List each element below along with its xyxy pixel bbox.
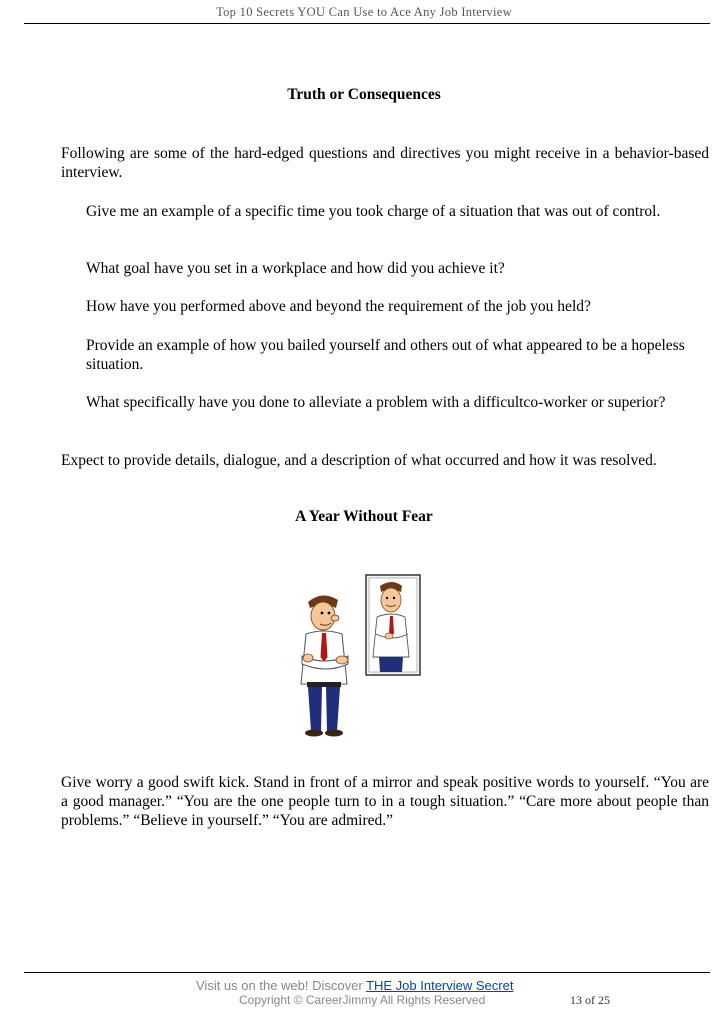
man-mirror-illustration	[290, 572, 430, 738]
question-1: Give me an example of a specific time you took charge of a situation that was out of control.	[86, 203, 661, 220]
footer-rule	[24, 972, 710, 973]
question-4: Provide an example of how you bailed yourself and others out of what appeared to be a hopeless situation.	[86, 337, 685, 373]
closing-paragraph: Expect to provide details, dialogue, and a description of what occurred and how it was resolved.	[61, 452, 657, 469]
page-number: 13 of 25	[570, 993, 610, 1007]
job-interview-secret-link[interactable]: THE Job Interview Secret	[366, 978, 514, 993]
footer-visit-line	[196, 978, 513, 993]
footer-copyright: Copyright © CareerJimmy All Rights Reserved	[239, 993, 486, 1007]
header-rule	[24, 23, 710, 24]
running-header: Top 10 Secrets YOU Can Use to Ace Any Job Interview	[216, 5, 512, 19]
man-figure	[301, 595, 348, 736]
footer-visit-text: Visit us on the web! Discover	[196, 978, 367, 993]
body-paragraph: Give worry a good swift kick. Stand in front of a mirror and speak positive words to yourself. “You are a good manager.” “You are the one people turn to in a tough situation.” “Care more about people than problems.” “Believe in yourself.” “You are admired.”	[61, 774, 709, 829]
intro-paragraph: Following are some of the hard-edged questions and directives you might receive in a behavior-based interview.	[61, 145, 709, 181]
question-5: What specifically have you done to alleviate a problem with a difficultco-worker or superior?	[86, 394, 666, 411]
question-2: What goal have you set in a workplace and how did you achieve it?	[86, 260, 505, 277]
section-title-truth: Truth or Consequences	[287, 86, 441, 103]
section-title-fear: A Year Without Fear	[295, 508, 433, 525]
question-3: How have you performed above and beyond the requirement of the job you held?	[86, 298, 591, 315]
